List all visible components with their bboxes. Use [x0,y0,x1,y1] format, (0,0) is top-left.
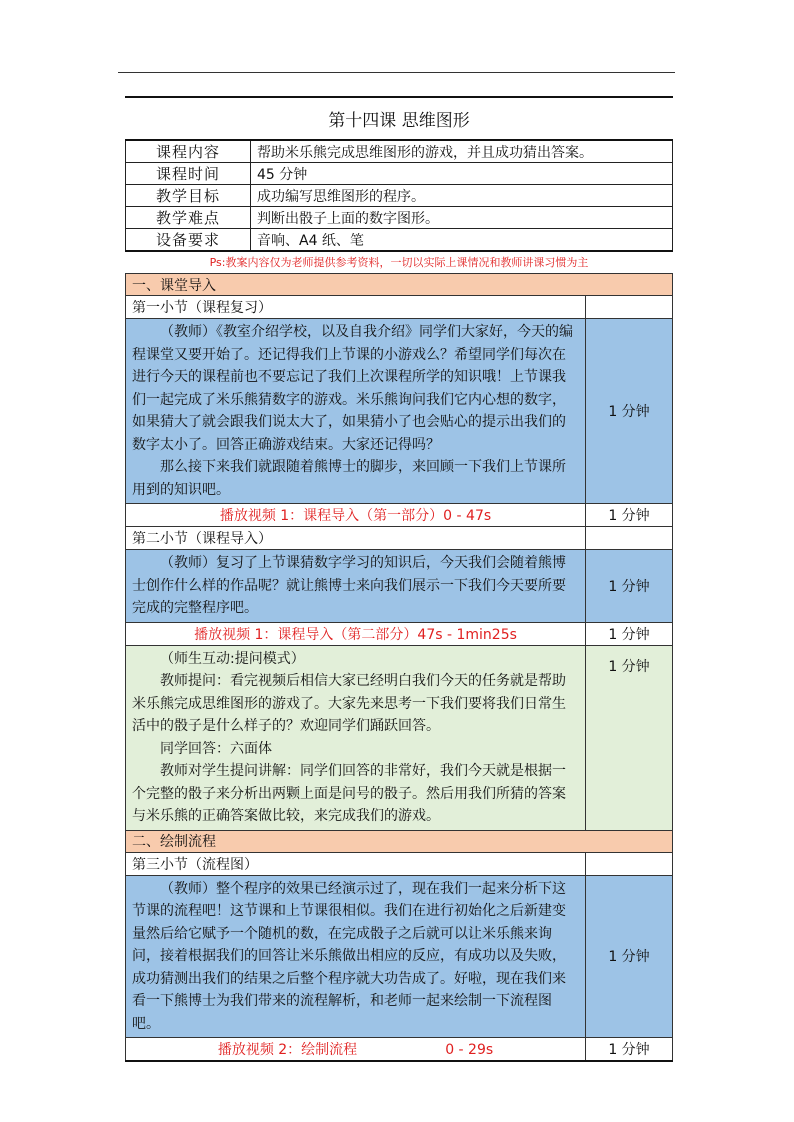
duration: 1 分钟 [586,645,673,830]
section-heading: 一、课堂导入 [126,274,673,296]
section-heading-row [126,830,673,852]
duration: 1 分钟 [586,504,673,527]
duration: 1 分钟 [586,622,673,645]
subsection-row [126,296,673,319]
lesson-info-table [125,139,673,252]
interaction-row [126,645,673,830]
subsection-row [126,527,673,550]
duration: 1 分钟 [586,1038,673,1062]
video-label: 播放视频 2：绘制流程 [217,1042,358,1058]
script-paragraph: （教师）复习了上节课猜数字学习的知识后，今天我们会随着熊博士创作什么样的作品呢？就让熊博士来向我们展示一下我们今天要所要完成的完整程序吧。 [132,555,566,616]
info-row-difficulty [126,207,673,229]
script-paragraph: （师生互动:提问模式） [160,650,305,667]
duration: 1 分钟 [586,550,673,623]
info-key: 课程内容 [126,140,251,163]
video-cue [126,1038,586,1062]
info-key: 课程时间 [126,163,251,185]
info-key: 教学难点 [126,207,251,229]
lesson-title: 第十四课 思维图形 [328,111,470,131]
info-value: 帮助米乐熊完成思维图形的游戏，并且成功猜出答案。 [251,140,673,163]
subsection-title: 第一小节（课程复习） [126,296,586,319]
info-key: 教学目标 [126,185,251,207]
duration: 1 分钟 [586,875,673,1038]
teacher-script [126,550,586,623]
script-paragraph: （教师）整个程序的效果已经演示过了，现在我们一起来分析下这节课的流程吧！这节课和上节课很相似。我们在进行初始化之后新建变量然后给它赋予一个随机的数，在完成骰子之后就可以让米乐熊来询问，接着根据我们的回答让米乐熊做出相应的反应，有成功以及失败，成功猜测出我们的结果之后整个程序就大功告成了。好啦，现在我们来看一下熊博士为我们带来的流程解析，和老师一起来绘制一下流程图吧。 [132,880,566,1032]
info-row-equipment [126,229,673,252]
section-heading-row [126,274,673,296]
video-cue: 播放视频 1：课程导入（第一部分）0 - 47s [126,504,586,527]
info-key: 设备要求 [126,229,251,252]
ps-note: Ps:教案内容仅为老师提供参考资料，一切以实际上课情况和教师讲课习惯为主 [209,256,589,269]
info-row-goal [126,185,673,207]
script-paragraph: （教师）《教室介绍学校，以及自我介绍》同学们大家好，今天的编程课堂又要开始了。还记得我们上节课的小游戏么？希望同学们每次在进行今天的课程前也不要忘记了我们上次课程所学的知识哦！上节课我们一起完成了米乐熊猜数字的游戏。米乐熊询问我们它内心想的数字，如果猜大了就会跟我们说太大了，如果猜小了也会贴心的提示出我们的数字太小了。回答正确游戏结束。大家还记得吗？ [132,324,573,453]
time-cell-empty [586,852,673,875]
subsection-title: 第二小节（课程导入） [126,527,586,550]
video-row [126,504,673,527]
video-row [126,622,673,645]
time-cell-empty [586,527,673,550]
info-value: 判断出骰子上面的数字图形。 [251,207,673,229]
duration: 1 分钟 [586,319,673,504]
script-paragraph: 教师对学生提问讲解：同学们回答的非常好，我们今天就是根据一个完整的骰子来分析出两颗上面是问号的骰子。然后用我们所猜的答案与米乐熊的正确答案做比较，来完成我们的游戏。 [132,763,566,824]
section-heading: 二、绘制流程 [126,830,673,852]
interaction-script [126,645,586,830]
teacher-script-row [126,875,673,1038]
info-value: 成功编写思维图形的程序。 [251,185,673,207]
video-row [126,1038,673,1062]
lesson-plan-table [125,273,673,1062]
script-paragraph: 教师提问：看完视频后相信大家已经明白我们今天的任务就是帮助米乐熊完成思维图形的游戏了。大家先来思考一下我们要将我们日常生活中的骰子是什么样子的？欢迎同学们踊跃回答。 [132,673,566,734]
time-cell-empty [586,296,673,319]
video-range: 0 - 29s [445,1042,494,1058]
video-cue: 播放视频 1：课程导入（第二部分）47s - 1min25s [126,622,586,645]
teacher-script [126,875,586,1038]
page-header-rule [118,72,675,73]
subsection-row [126,852,673,875]
script-paragraph: 那么接下来我们就跟随着熊博士的脚步，来回顾一下我们上节课所用到的知识吧。 [132,459,566,498]
table-top-rule [125,96,673,98]
teacher-script-row [126,550,673,623]
subsection-title: 第三小节（流程图） [126,852,586,875]
info-row-content [126,140,673,163]
teacher-script [126,319,586,504]
info-value: 45 分钟 [251,163,673,185]
teacher-script-row [126,319,673,504]
script-paragraph: 同学回答：六面体 [160,740,272,757]
info-row-time [126,163,673,185]
info-value: 音响、A4 纸、笔 [251,229,673,252]
